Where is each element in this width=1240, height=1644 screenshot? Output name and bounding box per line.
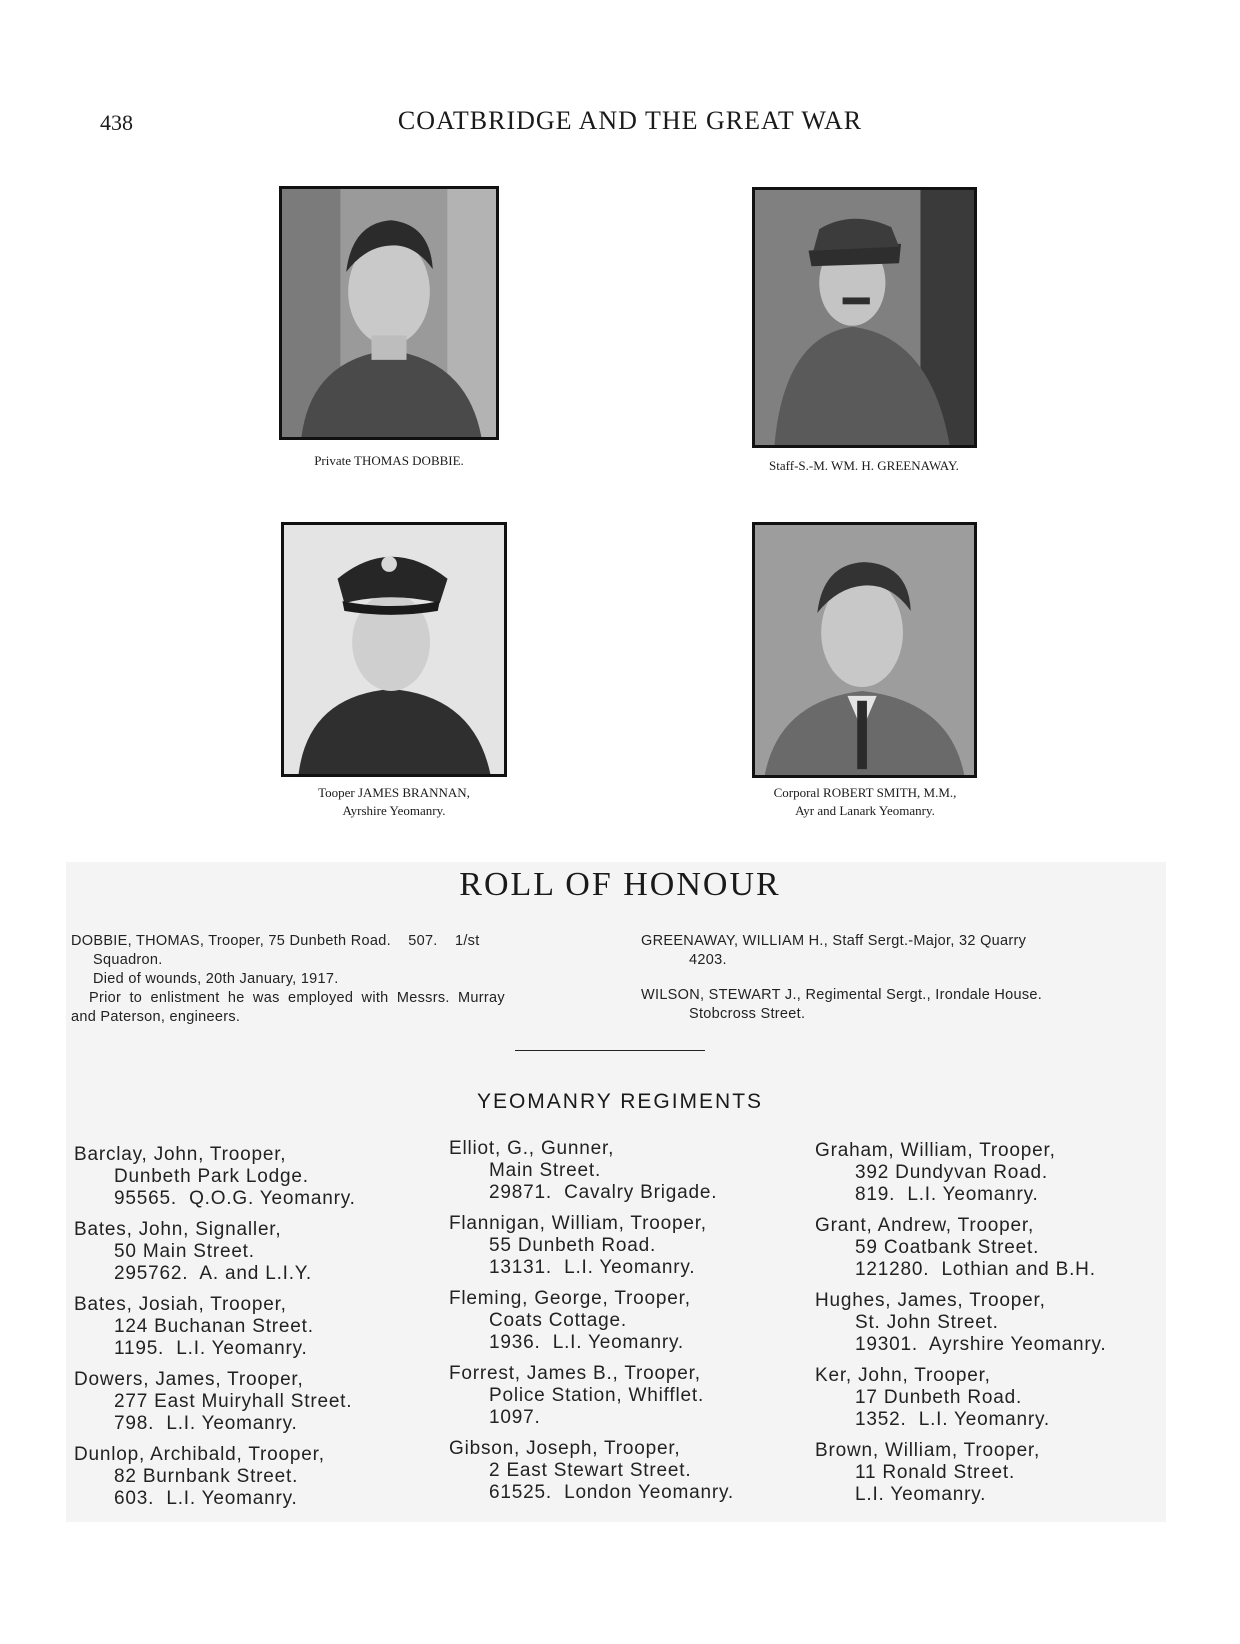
person-name: Bates, John, Signaller,: [74, 1219, 282, 1240]
roll-entry-wilson: [641, 986, 1161, 1024]
yeomanry-column-1: [74, 1144, 434, 1519]
roll-dobbie-line2: Squadron.: [93, 952, 163, 968]
person-name: Dowers, James, Trooper,: [74, 1369, 304, 1390]
list-item: [74, 1294, 434, 1360]
list-item: [449, 1138, 799, 1204]
roll-dobbie-line4: Prior to enlistment he was employed with Messrs. Murray: [89, 990, 505, 1006]
person-name: Barclay, John, Trooper,: [74, 1144, 287, 1165]
person-name: Ker, John, Trooper,: [815, 1365, 991, 1386]
caption-brannan: [244, 784, 544, 820]
portrait-photo-smith: [752, 522, 977, 778]
page-number: 438: [100, 110, 133, 135]
list-item: [449, 1363, 799, 1429]
roll-wilson-line1: WILSON, STEWART J., Regimental Sergt., Irondale House.: [641, 987, 1043, 1003]
person-address: 17 Dunbeth Road.: [855, 1387, 1023, 1408]
person-regiment: 1097.: [489, 1407, 541, 1428]
list-item: [815, 1140, 1165, 1206]
person-name: Forrest, James B., Trooper,: [449, 1363, 701, 1384]
person-regiment: 61525. London Yeomanry.: [489, 1482, 734, 1503]
roll-entry-dobbie: [71, 932, 591, 1027]
person-name: Grant, Andrew, Trooper,: [815, 1215, 1035, 1236]
person-address: 50 Main Street.: [114, 1241, 255, 1262]
roll-greenaway-line1: GREENAWAY, WILLIAM H., Staff Sergt.-Major, 32 Quarry: [641, 933, 1027, 949]
person-regiment: 13131. L.I. Yeomanry.: [489, 1257, 696, 1278]
person-name: Brown, William, Trooper,: [815, 1440, 1041, 1461]
person-address: 124 Buchanan Street.: [114, 1316, 314, 1337]
person-regiment: 295762. A. and L.I.Y.: [114, 1263, 312, 1284]
section-divider: [515, 1050, 705, 1051]
caption-brannan-line2: Ayrshire Yeomanry.: [342, 803, 446, 818]
person-regiment: 121280. Lothian and B.H.: [855, 1259, 1096, 1280]
list-item: [74, 1444, 434, 1510]
list-item: [74, 1219, 434, 1285]
person-address: 2 East Stewart Street.: [489, 1460, 692, 1481]
person-name: Dunlop, Archibald, Trooper,: [74, 1444, 325, 1465]
yeomanry-heading: YEOMANRY REGIMENTS: [476, 1090, 764, 1113]
person-regiment: 819. L.I. Yeomanry.: [855, 1184, 1039, 1205]
person-address: Dunbeth Park Lodge.: [114, 1166, 309, 1187]
list-item: [449, 1288, 799, 1354]
caption-greenaway: [714, 457, 1014, 475]
portrait-photo-dobbie: [279, 186, 499, 440]
person-address: 59 Coatbank Street.: [855, 1237, 1040, 1258]
caption-smith-line1: Corporal ROBERT SMITH, M.M.,: [773, 785, 957, 800]
list-item: [449, 1438, 799, 1504]
list-item: [74, 1369, 434, 1435]
caption-dobbie-line1: Private THOMAS DOBBIE.: [314, 453, 464, 468]
person-name: Bates, Josiah, Trooper,: [74, 1294, 287, 1315]
person-address: 11 Ronald Street.: [855, 1462, 1016, 1483]
person-address: Main Street.: [489, 1160, 602, 1181]
person-address: St. John Street.: [855, 1312, 999, 1333]
caption-greenaway-line1: Staff-S.-M. WM. H. GREENAWAY.: [769, 458, 959, 473]
caption-brannan-line1: Tooper JAMES BRANNAN,: [318, 785, 470, 800]
person-name: Graham, William, Trooper,: [815, 1140, 1056, 1161]
person-name: Fleming, George, Trooper,: [449, 1288, 691, 1309]
person-address: 82 Burnbank Street.: [114, 1466, 299, 1487]
person-regiment: L.I. Yeomanry.: [855, 1484, 987, 1505]
person-regiment: 1352. L.I. Yeomanry.: [855, 1409, 1050, 1430]
roll-wilson-line2: Stobcross Street.: [689, 1006, 806, 1022]
person-regiment: 19301. Ayrshire Yeomanry.: [855, 1334, 1107, 1355]
portrait-photo-brannan: [281, 522, 507, 777]
person-address: Coats Cottage.: [489, 1310, 627, 1331]
person-name: Elliot, G., Gunner,: [449, 1138, 615, 1159]
person-address: Police Station, Whifflet.: [489, 1385, 705, 1406]
roll-entry-greenaway: [641, 932, 1161, 970]
roll-dobbie-line5: and Paterson, engineers.: [71, 1009, 241, 1025]
person-regiment: 1195. L.I. Yeomanry.: [114, 1338, 308, 1359]
roll-dobbie-line1: DOBBIE, THOMAS, Trooper, 75 Dunbeth Road. 507. 1/st: [71, 933, 480, 949]
list-item: [74, 1144, 434, 1210]
roll-of-honour-heading: ROLL OF HONOUR: [459, 866, 781, 903]
person-regiment: 798. L.I. Yeomanry.: [114, 1413, 298, 1434]
list-item: [815, 1215, 1165, 1281]
caption-smith: [715, 784, 1015, 820]
list-item: [815, 1365, 1165, 1431]
list-item: [449, 1213, 799, 1279]
person-address: 277 East Muiryhall Street.: [114, 1391, 353, 1412]
person-address: 392 Dundyvan Road.: [855, 1162, 1048, 1183]
caption-smith-line2: Ayr and Lanark Yeomanry.: [795, 803, 935, 818]
person-name: Hughes, James, Trooper,: [815, 1290, 1046, 1311]
yeomanry-column-3: [815, 1140, 1165, 1515]
yeomanry-column-2: [449, 1138, 799, 1513]
running-head: COATBRIDGE AND THE GREAT WAR: [397, 106, 863, 135]
person-regiment: 29871. Cavalry Brigade.: [489, 1182, 718, 1203]
person-regiment: 603. L.I. Yeomanry.: [114, 1488, 298, 1509]
caption-dobbie: [239, 452, 539, 470]
portrait-photo-greenaway: [752, 187, 977, 448]
person-address: 55 Dunbeth Road.: [489, 1235, 657, 1256]
list-item: [815, 1440, 1165, 1506]
person-name: Flannigan, William, Trooper,: [449, 1213, 707, 1234]
person-name: Gibson, Joseph, Trooper,: [449, 1438, 681, 1459]
list-item: [815, 1290, 1165, 1356]
person-regiment: 95565. Q.O.G. Yeomanry.: [114, 1188, 356, 1209]
roll-greenaway-line2: 4203.: [689, 952, 727, 968]
person-regiment: 1936. L.I. Yeomanry.: [489, 1332, 684, 1353]
roll-dobbie-line3: Died of wounds, 20th January, 1917.: [93, 971, 339, 987]
